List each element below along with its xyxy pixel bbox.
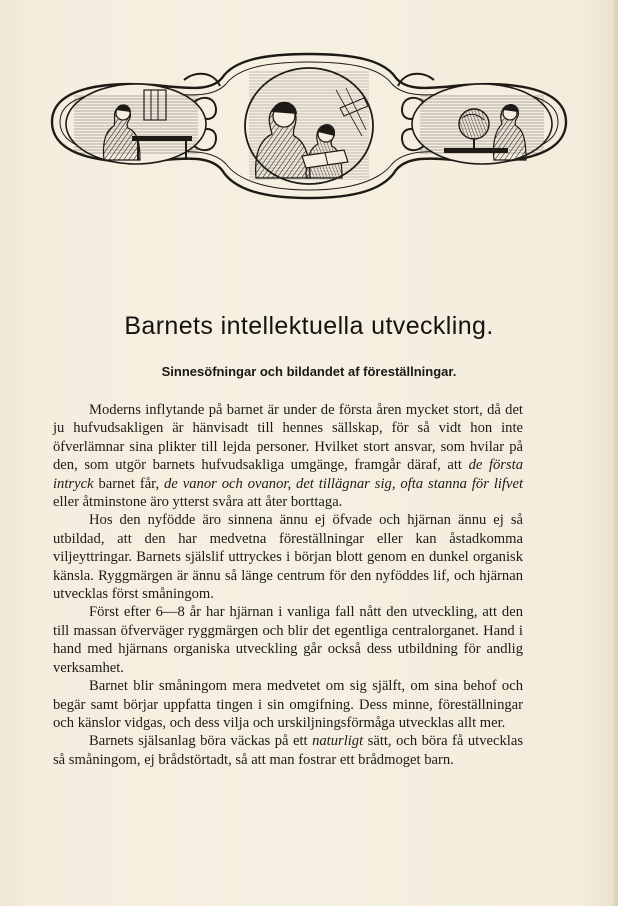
body-paragraph (53, 732, 523, 769)
emphasized-text: de vanor och ovanor, det tillägnar sig, ofta stanna för lifvet (164, 475, 523, 492)
emphasized-text: de första intryck (53, 457, 524, 492)
text-run: sätt, och böra få utvecklas så småningom, ej brådstörtadt, så att man fostrar ett brådmoget barn. (53, 733, 523, 768)
header-vignette-illustration (44, 50, 574, 202)
chapter-title: Barnets intellektuella utveckling. (124, 312, 494, 340)
body-paragraph (53, 677, 523, 732)
text-run: eller åtminstone äro ytterst svåra att åter borttaga. (53, 494, 343, 511)
text-run: Moderns inflytande på barnet är under de första åren mycket stort, då det ju hufvudsakligen är hänvisadt till hennes sällskap, för så vidt hon inte öfverlämnar sina plikter till lejda personer. Hvilket stort ansvar, som hvilar på den, som utgör barnets hufvudsakliga umgänge, framgår däraf, att (53, 402, 523, 474)
text-run: Hos den nyfödde äro sinnena ännu ej öfvade och hjärnan ännu ej så utbildad, att den har medvetna föreställningar eller kan åstadkomma viljeyttringar. Barnets själslif uttryckes i början blott genom en dunkel organisk känsla. Ryggmärgen är ännu så länge centrum för den nyföddes lif, och hjärnan utvecklas först småningom. (53, 512, 523, 603)
body-paragraph (53, 603, 523, 677)
page-edge-shadow (612, 0, 618, 906)
body-paragraph (53, 511, 523, 603)
body-paragraph (53, 401, 523, 511)
emphasized-text: naturligt (312, 733, 364, 750)
text-run: Barnets själsanlag böra väckas på ett (89, 733, 313, 750)
chapter-subtitle: Sinnesöfningar och bildandet af föreställningar. (161, 364, 457, 379)
text-run: Barnet blir småningom mera medvetet om sig själft, om sina behof och begär samt börjar uppfatta tingen i sin omgifning. Dess minne, föreställningar och känslor vidgas, och dess vilja och urskiljningsförmåga utvecklas allt mer. (53, 678, 523, 731)
text-run: Först efter 6—8 år har hjärnan i vanliga fall nått den utveckling, att den till massan öfverväger ryggmärgen och blir det egentliga centralorganet. Hand i hand med hjärnans organiska utveckling går också dess utbildning för andlig verksamhet. (53, 604, 523, 676)
body-text (53, 401, 523, 769)
text-run: barnet får, (93, 475, 165, 492)
